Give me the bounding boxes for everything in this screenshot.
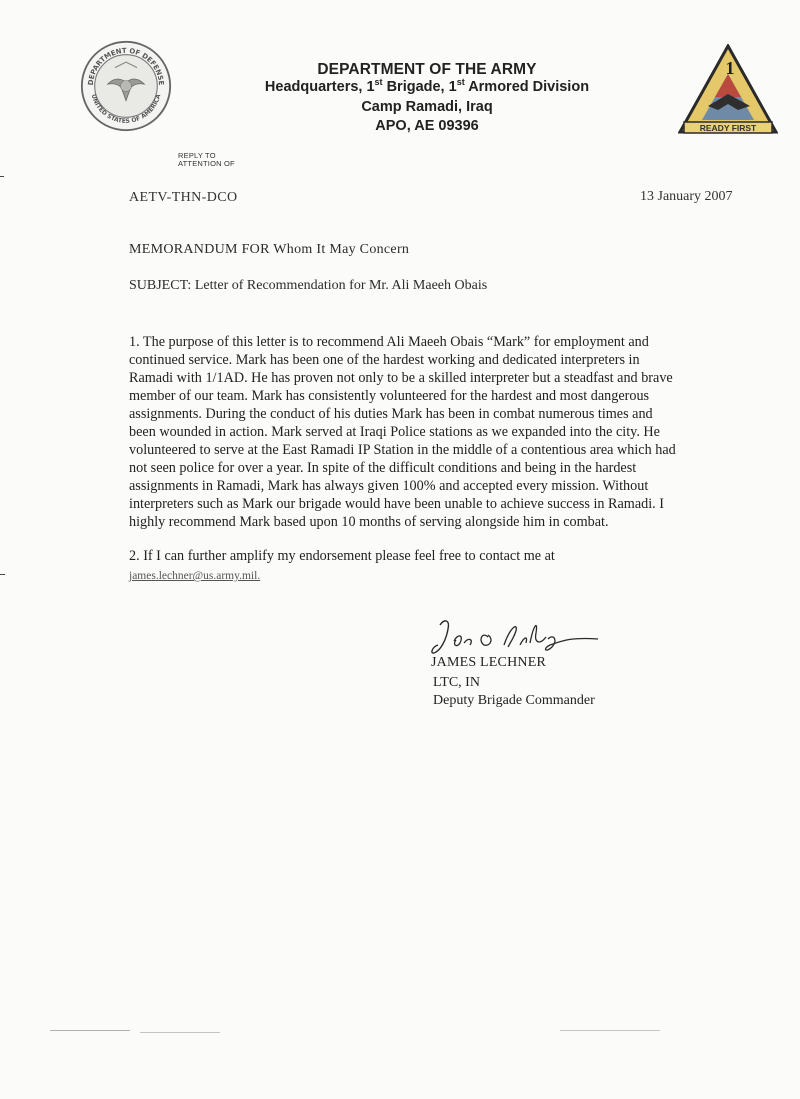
memorandum-for: MEMORANDUM FOR Whom It May Concern: [129, 242, 410, 257]
scan-mark: [560, 1030, 660, 1031]
letterhead-headquarters: [232, 78, 622, 97]
seal-text-top: DEPARTMENT OF DEFENSE: [86, 46, 166, 86]
signatory-name: JAMES LECHNER: [431, 655, 546, 670]
hq-text-a: Headquarters, 1: [264, 79, 375, 95]
attention-of-line: ATTENTION OF: [178, 159, 235, 168]
scan-mark: [0, 574, 5, 575]
paragraph-line: assignments. During the conduct of his duties Mark has been in combat numerous times and: [129, 406, 653, 422]
scan-mark: [0, 176, 4, 177]
scan-mark: [140, 1032, 220, 1033]
subject-line: SUBJECT: Letter of Recommendation for Mr. Ali Maeeh Obais: [129, 278, 488, 293]
letterhead-location: Camp Ramadi, Iraq: [361, 99, 493, 115]
paragraph-line: continued service. Mark has been one of the hardest working and dedicated interpreters in: [129, 352, 640, 368]
paragraph-line: interpreters such as Mark our brigade would have been unable to achieve success in Ramadi. I: [129, 496, 664, 512]
seal-text-bottom: UNITED STATES OF AMERICA: [89, 93, 163, 125]
hq-sup-1: st: [374, 77, 383, 87]
hq-sup-2: st: [456, 77, 465, 87]
patch-motto: READY FIRST: [699, 123, 757, 133]
handwritten-signature: [430, 615, 602, 660]
office-symbol: AETV-THN-DCO: [129, 190, 238, 205]
paragraph-line: member of our team. Mark has consistently volunteered for the hardest and most dangerous: [129, 388, 650, 404]
paragraph-line: Ramadi with 1/1AD. He has proven not only to be a skilled interpreter but a steadfast and brave: [129, 370, 673, 386]
scan-mark: [50, 1030, 130, 1031]
hq-text-b: Brigade, 1: [382, 79, 457, 95]
signatory-rank: LTC, IN: [433, 675, 480, 690]
signatory-title: Deputy Brigade Commander: [433, 693, 595, 708]
letterhead-apo: APO, AE 09396: [375, 118, 479, 134]
paragraph-1: [129, 333, 769, 531]
reply-to-line: REPLY TO: [178, 151, 216, 160]
paragraph-line: assignments in Ramadi, Mark has always given 100% and accepted every mission. Without: [129, 478, 649, 494]
contact-email-link[interactable]: james.lechner@us.army.mil.: [129, 570, 261, 582]
paragraph-line: 1. The purpose of this letter is to recommend Ali Maeeh Obais “Mark” for employment and: [129, 334, 649, 350]
letterhead-department: DEPARTMENT OF THE ARMY: [317, 61, 537, 78]
paragraph-line: volunteered to serve at the East Ramadi IP Station in the middle of a contentious area which had: [129, 442, 676, 458]
armored-division-patch: [678, 44, 778, 136]
letter-date: 13 January 2007: [640, 189, 733, 204]
paragraph-2: 2. If I can further amplify my endorsement please feel free to contact me at: [129, 548, 555, 564]
hq-text-c: Armored Division: [464, 79, 590, 95]
patch-number: 1: [725, 58, 735, 78]
paragraph-line: highly recommend Mark based upon 10 months of serving alongside him in combat.: [129, 514, 609, 530]
paragraph-line: not seen police for over a year. In spite of the difficult conditions and being in the hardest: [129, 460, 637, 476]
reply-to-label: [178, 152, 235, 168]
dod-seal: [80, 40, 172, 132]
paragraph-line: been wounded in action. Mark served at Iraqi Police stations as we expanded into the city. He: [129, 424, 660, 440]
